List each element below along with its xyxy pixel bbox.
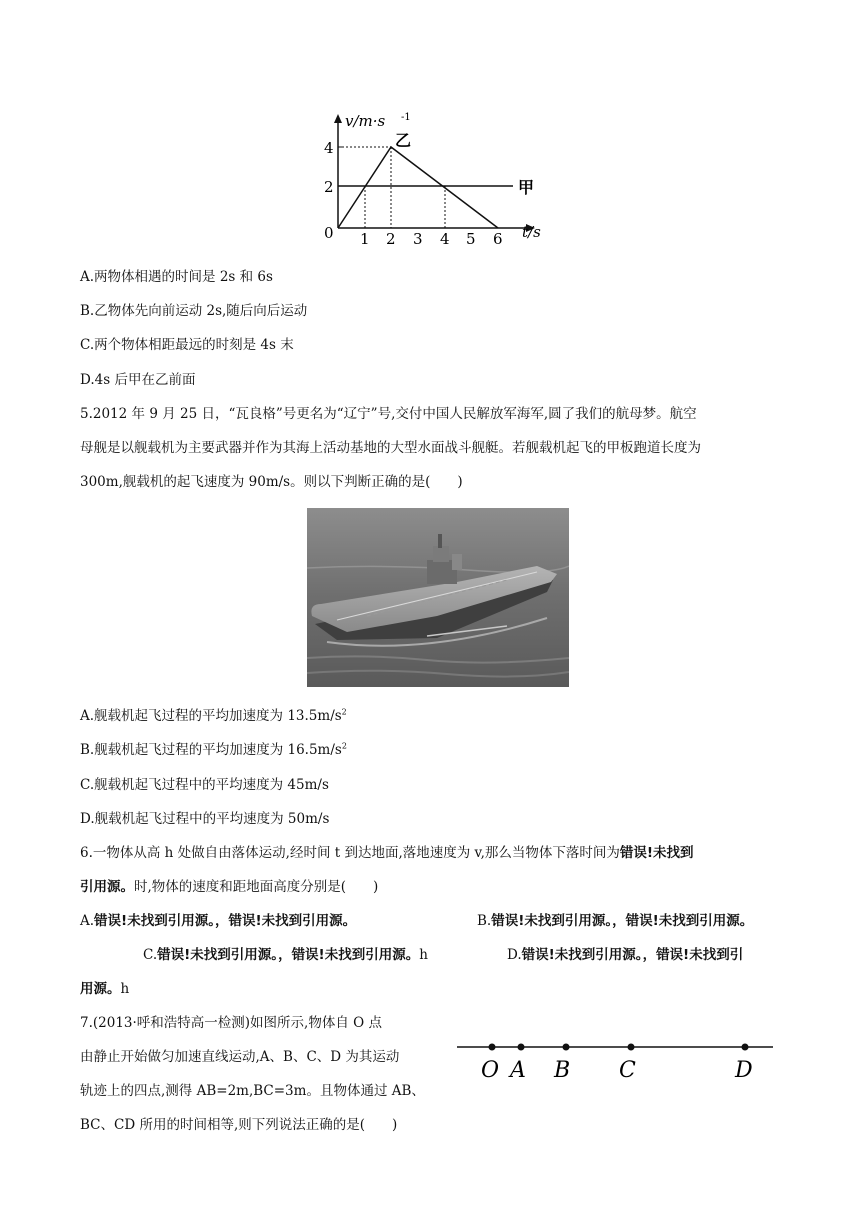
point-c — [628, 1044, 635, 1051]
q6-option-d-cont: 用源。h — [80, 981, 130, 997]
q6-option-b: B.错误!未找到引用源。，错误!未找到引用源。 — [477, 913, 754, 929]
q5-option-b: B.舰载机起飞过程的平均加速度为 $16.5m/s^2$ — [80, 741, 347, 758]
q5-option-d: D.舰载机起飞过程中的平均速度为 50m/s — [80, 811, 330, 827]
vt-graph — [318, 110, 558, 250]
q4-option-c: C.两个物体相距最远的时刻是 4s 末 — [80, 337, 294, 353]
aircraft-carrier-photo — [307, 508, 569, 687]
point-d — [742, 1044, 749, 1051]
label-jia: 甲 — [518, 178, 535, 197]
label-d: D — [735, 1058, 753, 1083]
y-tick-4: 4 — [324, 139, 334, 157]
q5-option-a: A.舰载机起飞过程的平均加速度为 $13.5m/s^2$ — [80, 707, 347, 724]
q6-stem-line2: 引用源。时,物体的速度和距地面高度分别是( ) — [80, 879, 379, 895]
q7-stem-line2: 由静止开始做匀加速直线运动,A、B、C、D 为其运动 — [80, 1049, 400, 1065]
x-tick-3: 3 — [413, 230, 423, 248]
point-a — [518, 1044, 525, 1051]
q7-stem-line4: BC、CD 所用的时间相等,则下列说法正确的是( ) — [80, 1117, 398, 1133]
q7-stem-line3: 轨迹上的四点,测得 AB=2m,BC=3m。且物体通过 AB、 — [80, 1083, 425, 1099]
q6-option-d: D.错误!未找到引用源。，错误!未找到引 — [507, 947, 744, 963]
point-o — [489, 1044, 496, 1051]
label-c: C — [619, 1058, 636, 1083]
q6-option-c: C.错误!未找到引用源。，错误!未找到引用源。h — [143, 947, 428, 963]
q7-point-diagram — [455, 1035, 775, 1085]
q6-stem-line1: 6.一物体从高 h 处做自由落体运动,经时间 t 到达地面,落地速度为 v,那么当物体下落时间为错误!未找到 — [80, 845, 694, 861]
q7-stem-line1: 7.(2013·呼和浩特高一检测)如图所示,物体自 O 点 — [80, 1015, 383, 1031]
q4-option-b: B.乙物体先向前运动 2s,随后向后运动 — [80, 303, 308, 319]
x-axis-label: t/s — [522, 223, 541, 241]
q4-option-a: A.两物体相遇的时间是 2s 和 6s — [80, 269, 273, 285]
q6-error-ref-cont: 引用源。 — [80, 879, 134, 895]
y-axis-arrow — [334, 114, 342, 123]
point-b — [563, 1044, 570, 1051]
x-tick-1: 1 — [360, 230, 370, 248]
y-axis-label-exp: -1 — [401, 112, 411, 123]
label-o: O — [481, 1058, 500, 1083]
x-tick-5: 5 — [466, 230, 476, 248]
x-tick-2: 2 — [386, 230, 396, 248]
q6-error-ref: 错误!未找到 — [619, 845, 694, 861]
series-yi — [338, 147, 498, 228]
y-tick-2: 2 — [324, 178, 334, 196]
label-a: A — [510, 1058, 526, 1083]
q5-stem-line1: 5.2012 年 9 月 25 日，“瓦良格”号更名为“辽宁”号,交付中国人民解放军海军,圆了我们的航母梦。航空 — [80, 406, 697, 422]
label-yi: 乙 — [395, 131, 412, 150]
q5-stem-line3: 300m,舰载机的起飞速度为 90m/s。则以下判断正确的是( ) — [80, 474, 463, 490]
label-b: B — [554, 1058, 571, 1083]
x-tick-6: 6 — [493, 230, 503, 248]
y-axis-label: v/m·s — [345, 112, 386, 130]
q5-stem-line2: 母舰是以舰载机为主要武器并作为其海上活动基地的大型水面战斗舰艇。若舰载机起飞的甲板跑道长度为 — [80, 440, 701, 456]
q5-option-c: C.舰载机起飞过程中的平均速度为 45m/s — [80, 777, 329, 793]
q6-option-a: A.错误!未找到引用源。，错误!未找到引用源。 — [80, 913, 357, 929]
origin-label: 0 — [324, 224, 334, 242]
q4-option-d: D.4s 后甲在乙前面 — [80, 372, 196, 388]
x-tick-4: 4 — [440, 230, 450, 248]
